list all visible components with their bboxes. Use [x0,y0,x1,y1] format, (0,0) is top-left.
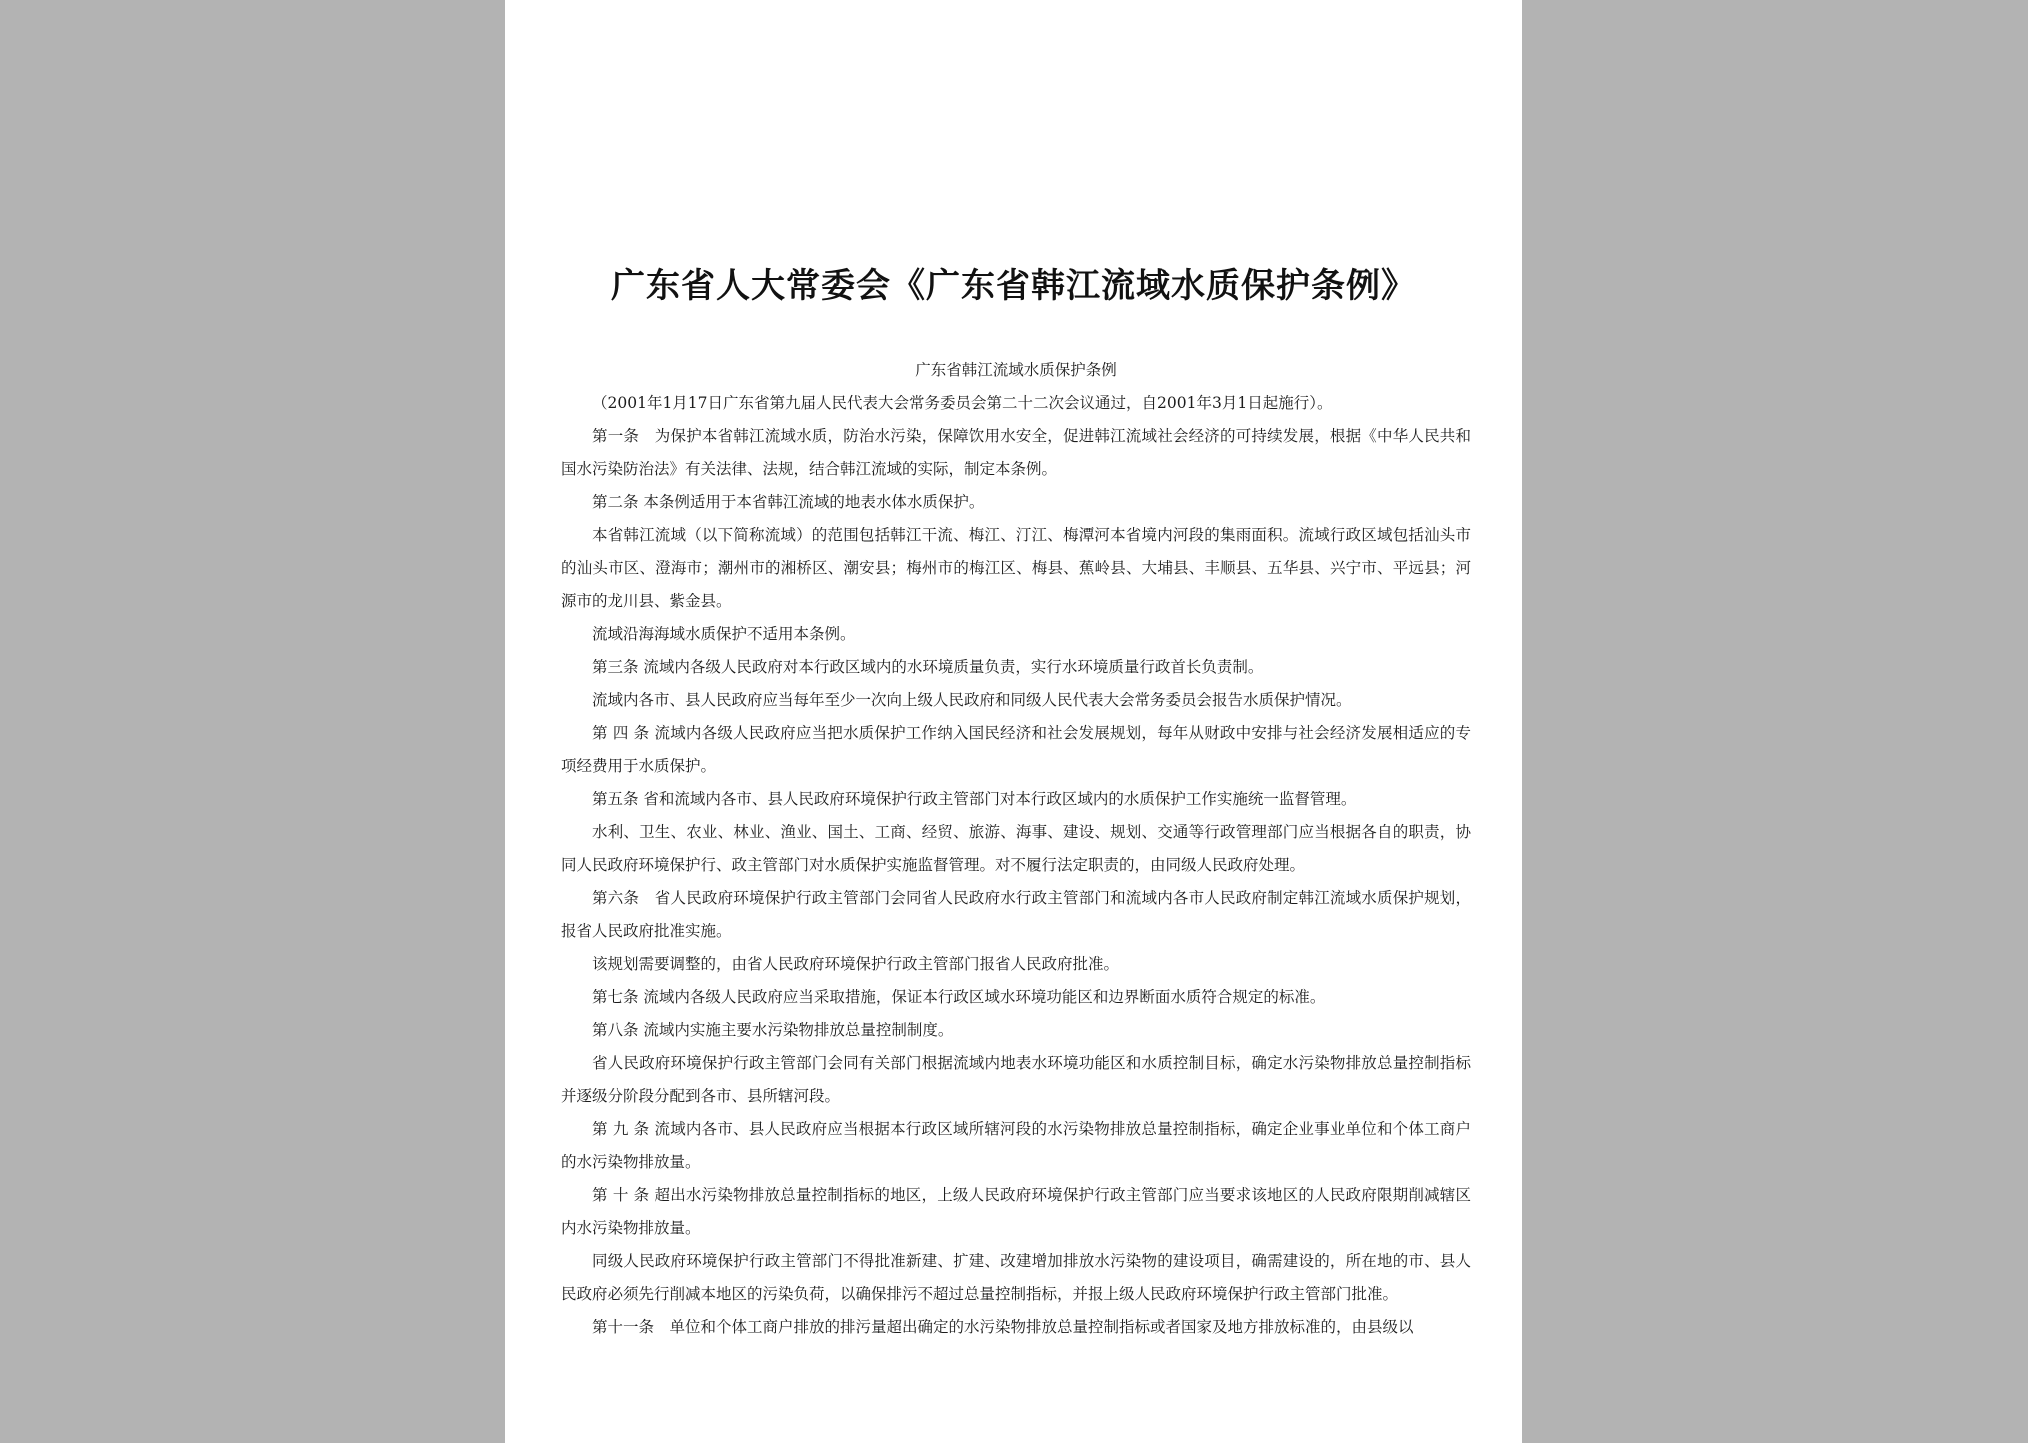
paragraph: 同级人民政府环境保护行政主管部门不得批准新建、扩建、改建增加排放水污染物的建设项目，确需建设的，所在地的市、县人民政府必须先行削减本地区的污染负荷，以确保排污不超过总量控制指标，并报上级人民政府环境保护行政主管部门批准。 [561,1252,1471,1303]
paragraph: 第十一条 单位和个体工商户排放的排污量超出确定的水污染物排放总量控制指标或者国家及地方排放标准的，由县级以 [592,1318,1414,1336]
paragraph: 第三条 流域内各级人民政府对本行政区域内的水环境质量负责，实行水环境质量行政首长负责制。 [592,658,1264,676]
paragraph: 第 十 条 超出水污染物排放总量控制指标的地区，上级人民政府环境保护行政主管部门应当要求该地区的人民政府限期削减辖区内水污染物排放量。 [561,1186,1471,1237]
paragraph: 第六条 省人民政府环境保护行政主管部门会同省人民政府水行政主管部门和流域内各市人民政府制定韩江流域水质保护规划，报省人民政府批准实施。 [561,889,1471,940]
paragraph: 第七条 流域内各级人民政府应当采取措施，保证本行政区域水环境功能区和边界断面水质符合规定的标准。 [592,988,1326,1006]
paragraph: 第八条 流域内实施主要水污染物排放总量控制制度。 [592,1021,954,1039]
regulation-name: 广东省韩江流域水质保护条例 [915,361,1117,379]
paragraph: 第二条 本条例适用于本省韩江流域的地表水体水质保护。 [592,493,985,511]
paragraph: 第五条 省和流域内各市、县人民政府环境保护行政主管部门对本行政区域内的水质保护工作实施统一监督管理。 [592,790,1357,808]
paragraph: 流域沿海海域水质保护不适用本条例。 [592,625,856,643]
paragraph: 本省韩江流域（以下简称流域）的范围包括韩江干流、梅江、汀江、梅潭河本省境内河段的集雨面积。流域行政区域包括汕头市的汕头市区、澄海市；潮州市的湘桥区、潮安县；梅州市的梅江区、梅县、蕉岭县、大埔县、丰顺县、五华县、兴宁市、平远县；河源市的龙川县、紫金县。 [561,526,1471,610]
paragraph: 第 九 条 流域内各市、县人民政府应当根据本行政区域所辖河段的水污染物排放总量控制指标，确定企业事业单位和个体工商户的水污染物排放量。 [561,1120,1471,1171]
paragraph: 第一条 为保护本省韩江流域水质，防治水污染，保障饮用水安全，促进韩江流域社会经济的可持续发展，根据《中华人民共和国水污染防治法》有关法律、法规，结合韩江流域的实际，制定本条例。 [561,427,1471,478]
document-body [561,354,1471,1344]
paragraph: 水利、卫生、农业、林业、渔业、国土、工商、经贸、旅游、海事、建设、规划、交通等行政管理部门应当根据各自的职责，协同人民政府环境保护行、政主管部门对水质保护实施监督管理。对不履行法定职责的，由同级人民政府处理。 [561,823,1471,874]
paragraph: 流域内各市、县人民政府应当每年至少一次向上级人民政府和同级人民代表大会常务委员会报告水质保护情况。 [592,691,1352,709]
document-title: 广东省人大常委会《广东省韩江流域水质保护条例》 [611,266,1416,306]
document-page [505,0,1522,1443]
paragraph: 省人民政府环境保护行政主管部门会同有关部门根据流域内地表水环境功能区和水质控制目标，确定水污染物排放总量控制指标并逐级分阶段分配到各市、县所辖河段。 [561,1054,1471,1105]
paragraph: 该规划需要调整的，由省人民政府环境保护行政主管部门报省人民政府批准。 [592,955,1120,973]
paragraph: （2001年1月17日广东省第九届人民代表大会常务委员会第二十二次会议通过，自2001年3月1日起施行）。 [592,394,1333,412]
paragraph: 第 四 条 流域内各级人民政府应当把水质保护工作纳入国民经济和社会发展规划，每年从财政中安排与社会经济发展相适应的专项经费用于水质保护。 [561,724,1471,775]
